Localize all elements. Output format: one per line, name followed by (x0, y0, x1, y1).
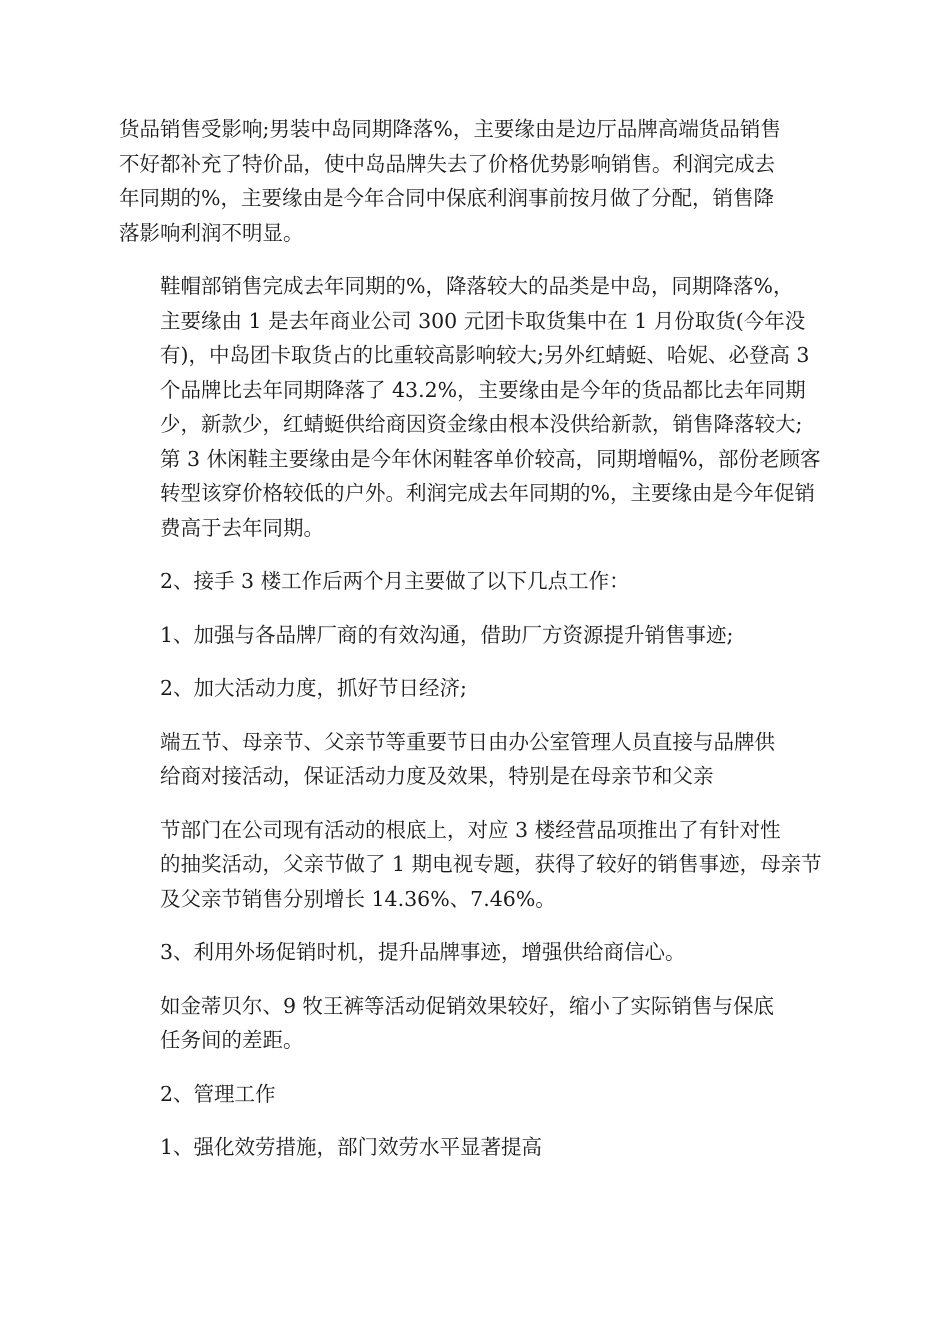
text-line: 货品销售受影响;男装中岛同期降落%，主要缘由是边厅品牌高端货品销售 (119, 117, 781, 141)
paragraph (119, 618, 831, 653)
text-line: 及父亲节销售分别增长 14.36%、7.46%。 (160, 886, 556, 911)
text-line: 个品牌比去年同期降落了 43.2%，主要缘由是今年的货品都比去年同期 (160, 377, 806, 402)
paragraph (119, 112, 831, 250)
text-line: 费高于去年同期。 (160, 515, 324, 540)
paragraph (119, 813, 831, 917)
text-line: 第 3 休闲鞋主要缘由是今年休闲鞋客单价较高，同期增幅%，部份老顾客 (160, 446, 821, 471)
text-line: 2、加大活动力度，抓好节日经济; (160, 676, 467, 700)
text-line: 年同期的%，主要缘由是今年合同中保底利润事前按月做了分配，销售降 (119, 186, 774, 210)
text-line: 2、接手 3 楼工作后两个月主要做了以下几点工作： (160, 569, 630, 593)
paragraph (119, 564, 831, 599)
paragraph (119, 725, 831, 794)
paragraph (119, 269, 831, 545)
paragraph (119, 1130, 831, 1165)
text-line: 鞋帽部销售完成去年同期的%，降落较大的品类是中岛，同期降落%， (160, 274, 794, 298)
text-line: 少，新款少，红蜻蜓供给商因资金缘由根本没供给新款，销售降落较大; (160, 412, 803, 436)
text-line: 2、管理工作 (160, 1081, 276, 1106)
text-line: 有)，中岛团卡取货占的比重较高影响较大;另外红蜻蜓、哈妮、必登高 3 (160, 343, 810, 367)
document-body (119, 112, 831, 1184)
text-line: 落影响利润不明显。 (119, 220, 304, 245)
text-line: 端五节、母亲节、父亲节等重要节日由办公室管理人员直接与品牌供 (160, 729, 775, 754)
text-line: 1、强化效劳措施，部门效劳水平显著提高 (160, 1135, 543, 1159)
text-line: 不好都补充了特价品，使中岛品牌失去了价格优势影响销售。利润完成去 (119, 151, 775, 176)
text-line: 1、加强与各品牌厂商的有效沟通，借助厂方资源提升销售事迹; (160, 622, 734, 647)
paragraph (119, 989, 831, 1058)
text-line: 转型该穿价格较低的户外。利润完成去年同期的%，主要缘由是今年促销 (160, 481, 815, 505)
paragraph (119, 1077, 831, 1112)
text-line: 给商对接活动，保证活动力度及效果，特别是在母亲节和父亲 (160, 764, 714, 788)
paragraph (119, 671, 831, 706)
text-line: 3、利用外场促销时机，提升品牌事迹，增强供给商信心。 (160, 940, 686, 964)
text-line: 如金蒂贝尔、9 牧王裤等活动促销效果较好，缩小了实际销售与保底 (160, 993, 775, 1018)
paragraph (119, 935, 831, 970)
text-line: 任务间的差距。 (160, 1028, 304, 1052)
text-line: 的抽奖活动，父亲节做了 1 期电视专题，获得了较好的销售事迹，母亲节 (160, 852, 822, 876)
text-line: 主要缘由 1 是去年商业公司 300 元团卡取货集中在 1 月份取货(今年没 (160, 308, 806, 333)
text-line: 节部门在公司现有活动的根底上，对应 3 楼经营品项推出了有针对性 (160, 817, 781, 842)
